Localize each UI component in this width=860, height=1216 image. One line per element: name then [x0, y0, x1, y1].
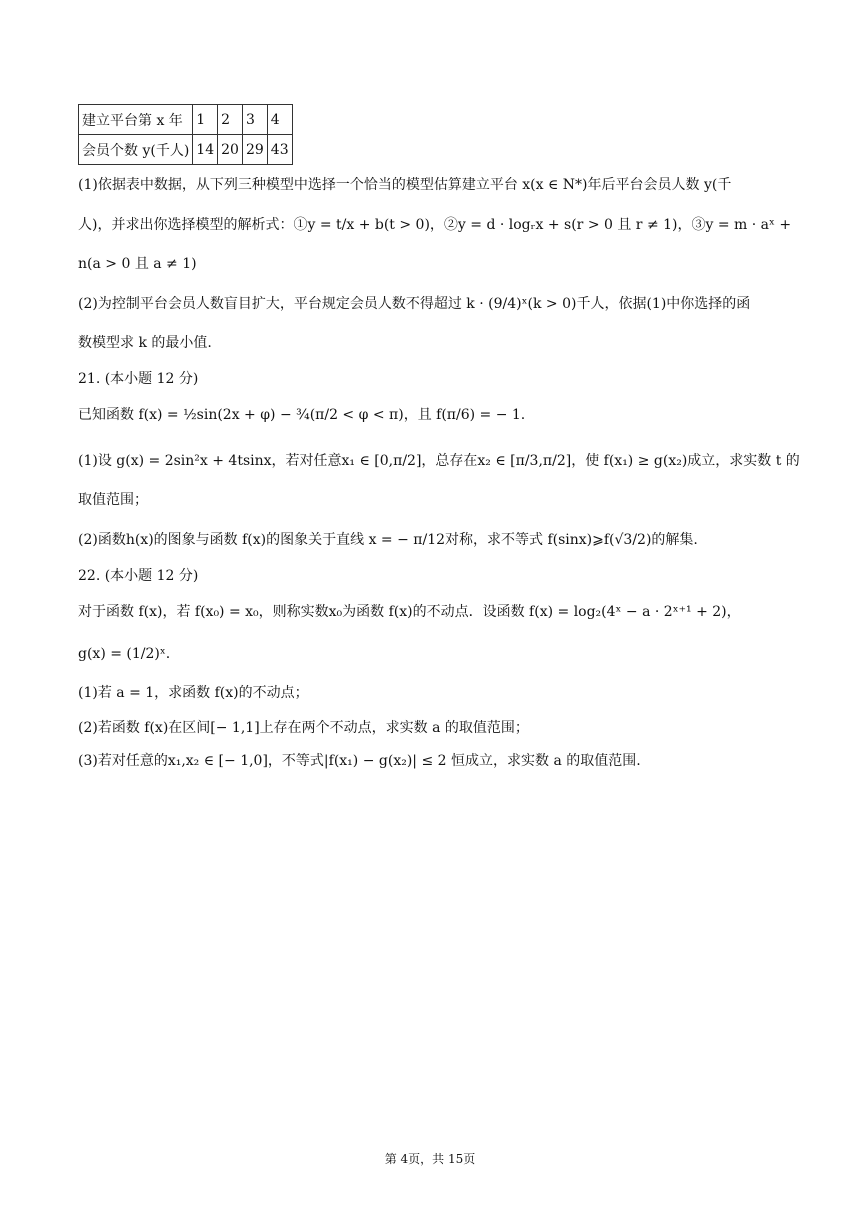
q20-part1-line2: 人)，并求出你选择模型的解析式：①y = t/x + b(t > 0)，②y = d · logᵣx + s(r > 0 且 r ≠ 1)，③y = m · aˣ + — [78, 217, 792, 233]
q20-part1-line1: (1)依据表中数据，从下列三种模型中选择一个恰当的模型估算建立平台 x(x ∈ N*)年后平台会员人数 y(千 — [78, 177, 732, 193]
table-cell: 3 — [242, 105, 267, 135]
table-cell: 20 — [218, 135, 243, 165]
q21-part1-line2: 取值范围； — [78, 492, 148, 508]
q21-heading: 21. (本小题 12 分) — [78, 371, 199, 387]
membership-table — [78, 104, 293, 165]
q22-stem-line1: 对于函数 f(x)，若 f(x₀) = x₀，则称实数x₀为函数 f(x)的不动点．设函数 f(x) = log₂(4ˣ − a · 2ˣ⁺¹ + 2)， — [78, 604, 741, 620]
table-cell: 29 — [242, 135, 267, 165]
q22-heading: 22. (本小题 12 分) — [78, 568, 199, 584]
table-header-cell: 建立平台第 x 年 — [79, 105, 193, 135]
q22-part3: (3)若对任意的x₁,x₂ ∈ [− 1,0]，不等式|f(x₁) − g(x₂)| ≤ 2 恒成立，求实数 a 的取值范围. — [78, 753, 641, 769]
table-cell: 1 — [193, 105, 218, 135]
q20-part1-line3: n(a > 0 且 a ≠ 1) — [78, 256, 197, 272]
q21-part2: (2)函数h(x)的图象与函数 f(x)的图象关于直线 x = − π/12对称，求不等式 f(sinx)⩾f(√3/2)的解集. — [78, 532, 698, 548]
q20-part2-line2: 数模型求 k 的最小值. — [78, 335, 212, 351]
q22-stem-line2: g(x) = (1/2)ˣ. — [78, 646, 171, 662]
q22-part2: (2)若函数 f(x)在区间[− 1,1]上存在两个不动点，求实数 a 的取值范围； — [78, 720, 529, 736]
table-row — [79, 135, 293, 165]
page-footer: 第 4页，共 15页 — [384, 1152, 476, 1166]
table-cell: 2 — [218, 105, 243, 135]
table-cell: 43 — [267, 135, 292, 165]
q22-part1: (1)若 a = 1，求函数 f(x)的不动点； — [78, 685, 309, 701]
table-cell: 14 — [193, 135, 218, 165]
table-cell: 4 — [267, 105, 292, 135]
q20-part2-line1: (2)为控制平台会员人数盲目扩大，平台规定会员人数不得超过 k · (9/4)ˣ(k > 0)千人，依据(1)中你选择的函 — [78, 296, 751, 312]
q21-stem: 已知函数 f(x) = ½sin(2x + φ) − ¾(π/2 < φ < π)，且 f(π/6) = − 1. — [78, 407, 526, 423]
table-header-cell: 会员个数 y(千人) — [79, 135, 193, 165]
q21-part1-line1: (1)设 g(x) = 2sin²x + 4tsinx，若对任意x₁ ∈ [0,π/2]，总存在x₂ ∈ [π/3,π/2]，使 f(x₁) ≥ g(x₂)成立，求实数 t 的 — [78, 453, 800, 469]
table-row — [79, 105, 293, 135]
